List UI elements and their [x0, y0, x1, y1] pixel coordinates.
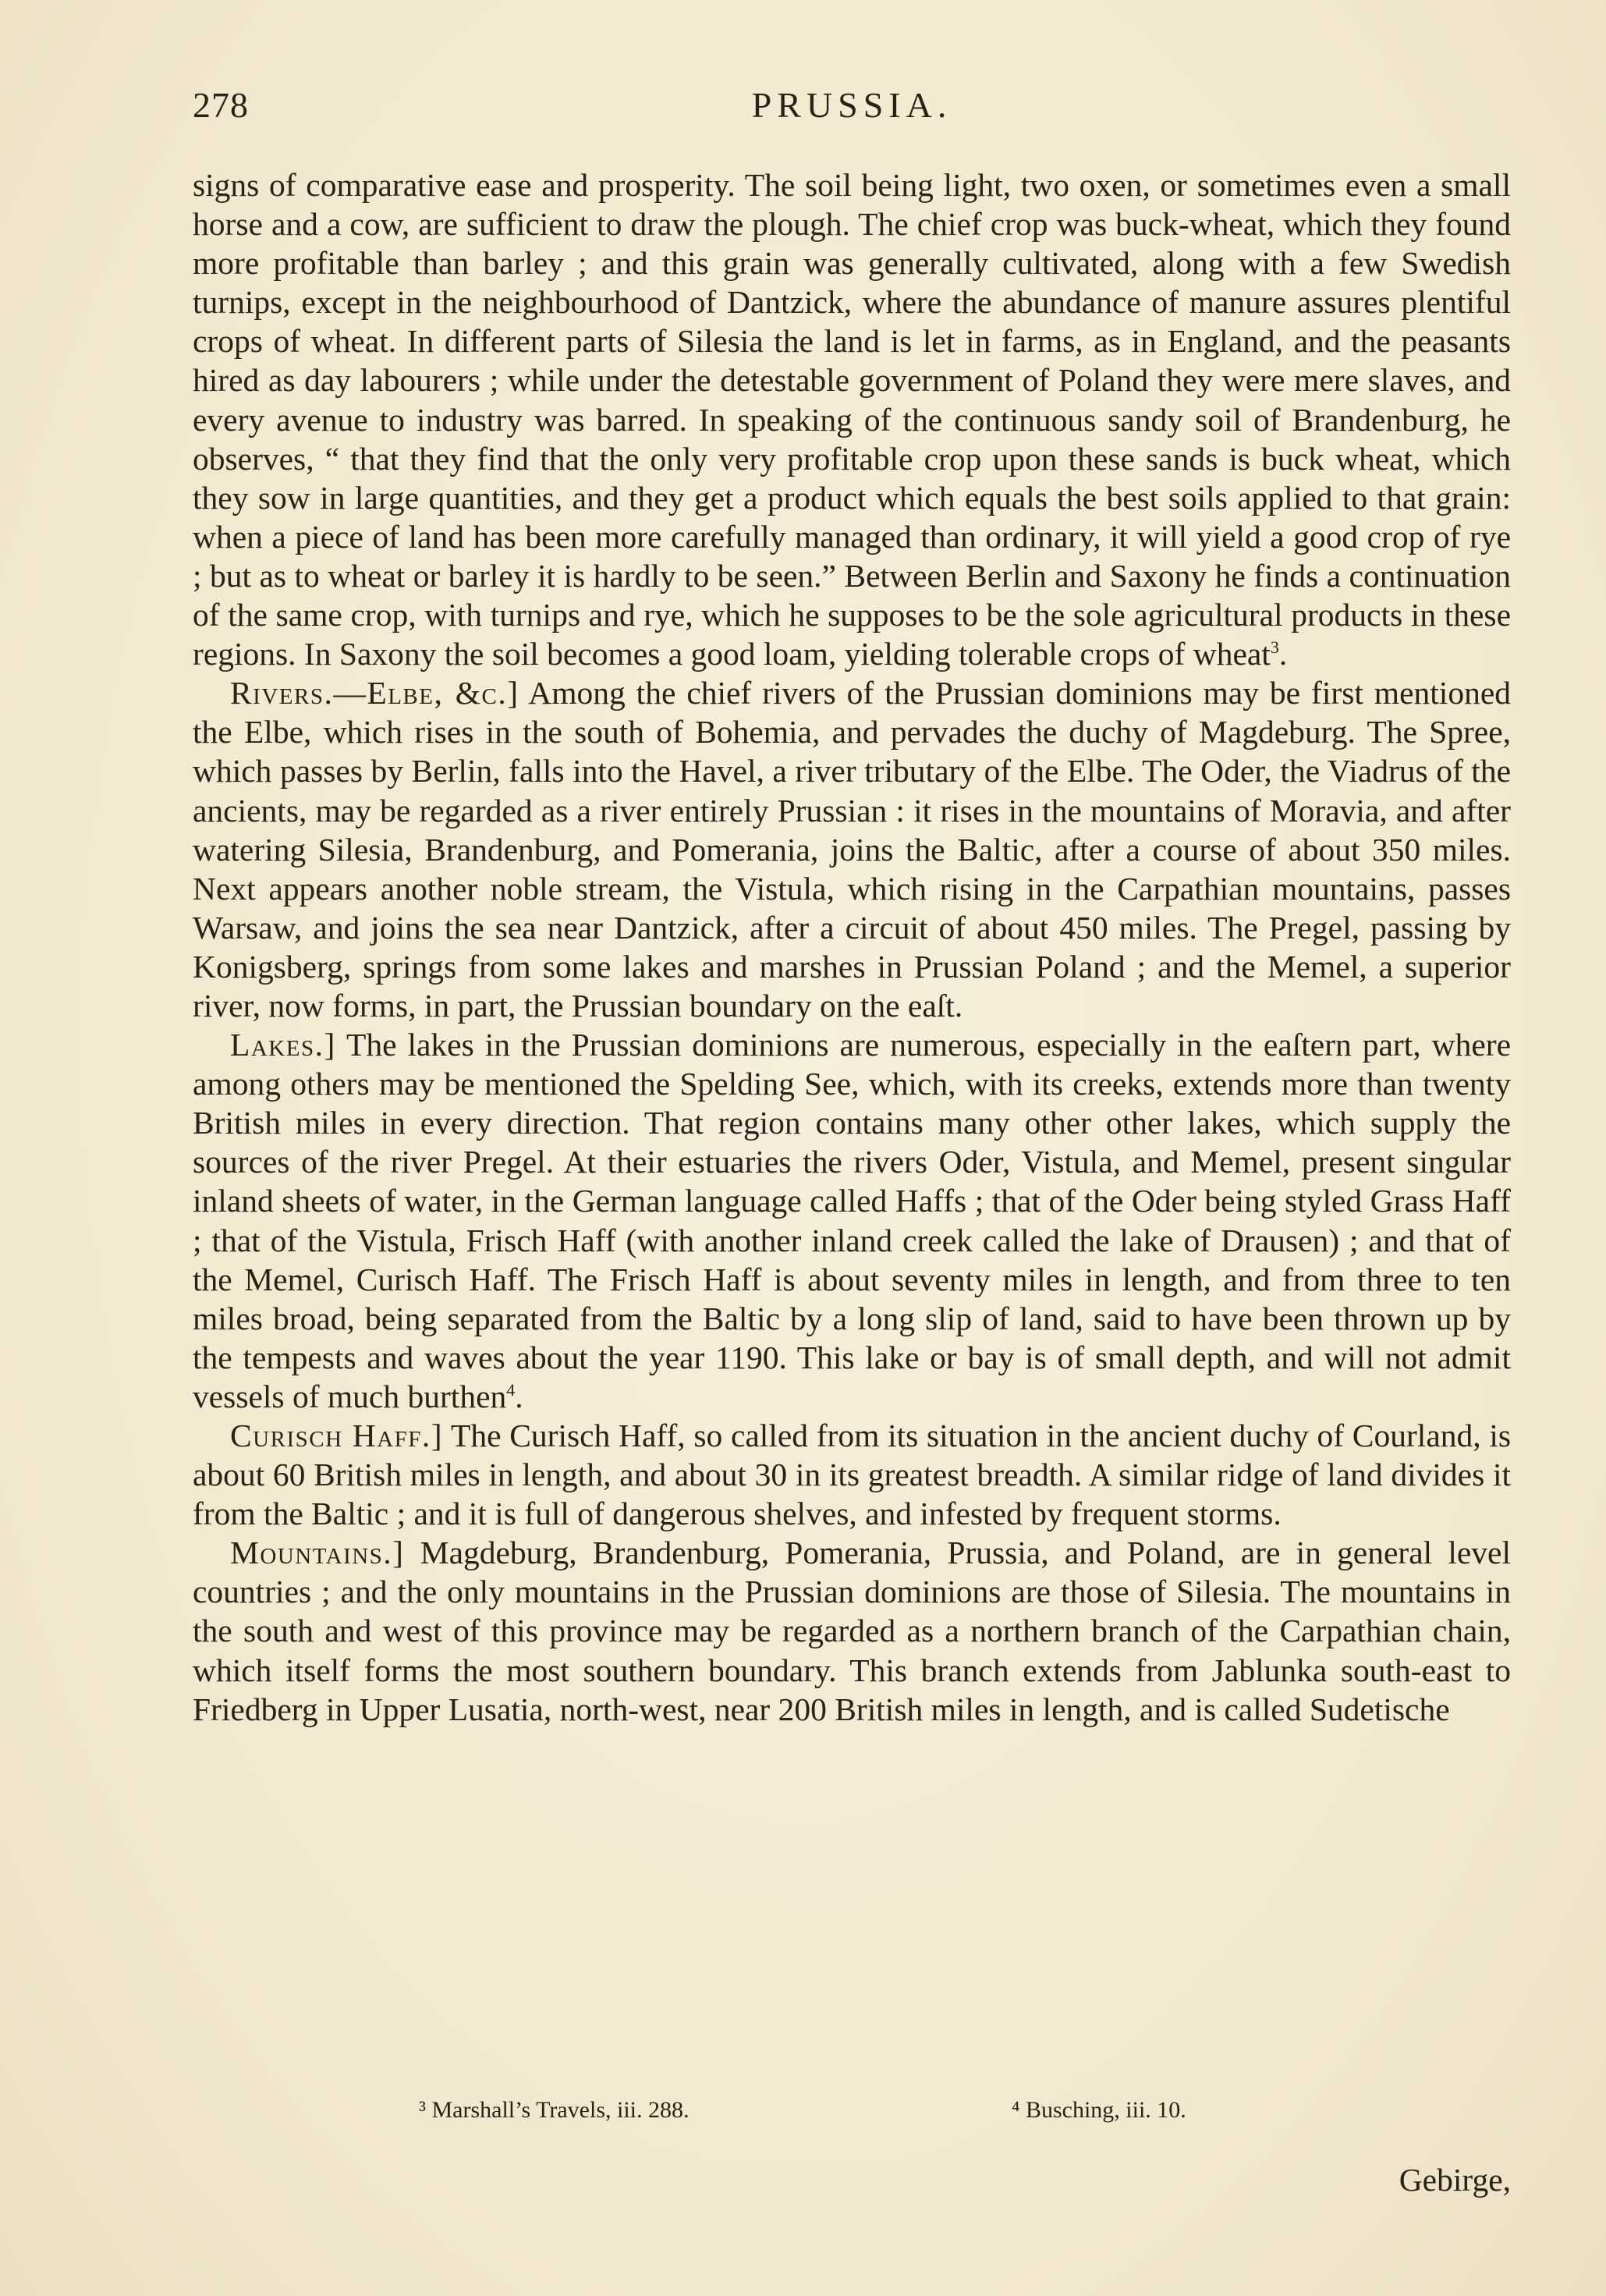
paragraph-mountains [193, 1533, 1511, 1728]
running-head: PRUSSIA. [751, 85, 952, 125]
paragraph-tail: . [515, 1378, 523, 1414]
footnote-3: ³ Marshall’s Travels, iii. 288. [419, 2097, 690, 2123]
footnotes [193, 2097, 1511, 2136]
paragraph-curisch-haff [193, 1416, 1511, 1533]
body-text [193, 165, 1511, 1729]
section-head-curisch-haff: Curisch Haff.] [230, 1418, 444, 1453]
paragraph-rivers [193, 673, 1511, 1025]
page-header [193, 78, 1511, 133]
section-head-rivers: Rivers.—Elbe, &c.] [230, 675, 519, 712]
paragraph-tail: . [1278, 636, 1288, 672]
footnote-4: ⁴ Busching, iii. 10. [1012, 2097, 1186, 2123]
catchword: Gebirge, [1399, 2162, 1511, 2198]
paragraph-text: The lakes in the Prussian dominions are numerous, especially in the eaſtern part, where among others may be mentioned the Spelding See, which, with its creeks, extends more than twenty British miles in every direction. That region contains many other other lakes, which supply the sources of the river Pregel. At their estuaries the rivers Oder, Vistula, and Memel, present singular inland sheets of water, in the German language called Haffs ; that of the Oder being styled Grass Haff ; that of the Vistula, Frisch Haff (with another inland creek called the lake of Drausen) ; and that of the Memel, Curisch Haff. The Frisch Haff is about seventy miles in length, and from three to ten miles broad, being separated from the Baltic by a long slip of land, said to have been thrown up by the tempests and waves about the year 1190. This lake or bay is of small depth, and will not admit vessels of much burthen [193, 1027, 1511, 1414]
paragraph-text: The Curisch Haff, so called from its situation in the ancient duchy of Courland, is about 60 British miles in length, and about 30 in its greatest breadth. A similar ridge of land divides it from the Baltic ; and it is full of dangerous shelves, and infested by frequent storms. [193, 1418, 1511, 1532]
paragraph-text: Among the chief rivers of the Prussian dominions may be first mentioned the Elbe, which rises in the south of Bohemia, and pervades the duchy of Magdeburg. The Spree, which passes by Berlin, falls into the Havel, a river tributary of the Elbe. The Oder, the Viadrus of the ancients, may be regarded as a river entirely Prussian : it rises in the mountains of Moravia, and after watering Silesia, Brandenburg, and Pomerania, joins the Baltic, after a course of about 350 miles. Next appears another noble stream, the Vistula, which rising in the Carpathian mountains, passes Warsaw, and joins the sea near Dantzick, after a circuit of about 450 miles. The Pregel, passing by Konigsberg, springs from some lakes and marshes in Prussian Poland ; and the Memel, a superior river, now forms, in part, the Prussian boundary on the eaſt. [193, 675, 1511, 1024]
footnote-ref: 3 [1270, 637, 1279, 658]
section-head-lakes: Lakes.] [230, 1027, 336, 1063]
paragraph-agriculture [193, 165, 1511, 673]
footnote-ref: 4 [506, 1380, 516, 1400]
paragraph-lakes [193, 1025, 1511, 1416]
paragraph-text: Magdeburg, Brandenburg, Pomerania, Prussia, and Poland, are in general level countries ; and the only mountains in the Prussian dominions are those of Silesia. The mountains in the south and west of this province may be regarded as a northern branch of the Carpathian chain, which itself forms the most southern boundary. This branch extends from Jablunka south-east to Friedberg in Upper Lusatia, north-west, near 200 British miles in length, and is called Sudetische [193, 1535, 1511, 1727]
page-number: 278 [193, 85, 249, 125]
section-head-mountains: Mountains.] [230, 1535, 405, 1571]
paragraph-text: signs of comparative ease and prosperity. The soil being light, two oxen, or sometimes even a small horse and a cow, are sufficient to draw the plough. The chief crop was buck-wheat, which they found more profitable than barley ; and this grain was generally cultivated, along with a few Swedish turnips, except in the neighbourhood of Dantzick, where the abundance of manure assures plentiful crops of wheat. In different parts of Silesia the land is let in farms, as in England, and the peasants hired as day labourers ; while under the detestable government of Poland they were mere slaves, and every avenue to industry was barred. In speaking of the continuous sandy soil of Brandenburg, he observes, “ that they find that the only very profitable crop upon these sands is buck wheat, which they sow in large quantities, and they get a product which equals the best soils applied to that grain: when a piece of land has been more carefully managed than ordinary, it will yield a good crop of rye ; but as to wheat or barley it is hardly to be seen.” Between Berlin and Saxony he finds a continuation of the same crop, with turnips and rye, which he supposes to be the sole agricultural products in these regions. In Saxony the soil becomes a good loam, yielding tolerable crops of wheat [193, 167, 1511, 672]
